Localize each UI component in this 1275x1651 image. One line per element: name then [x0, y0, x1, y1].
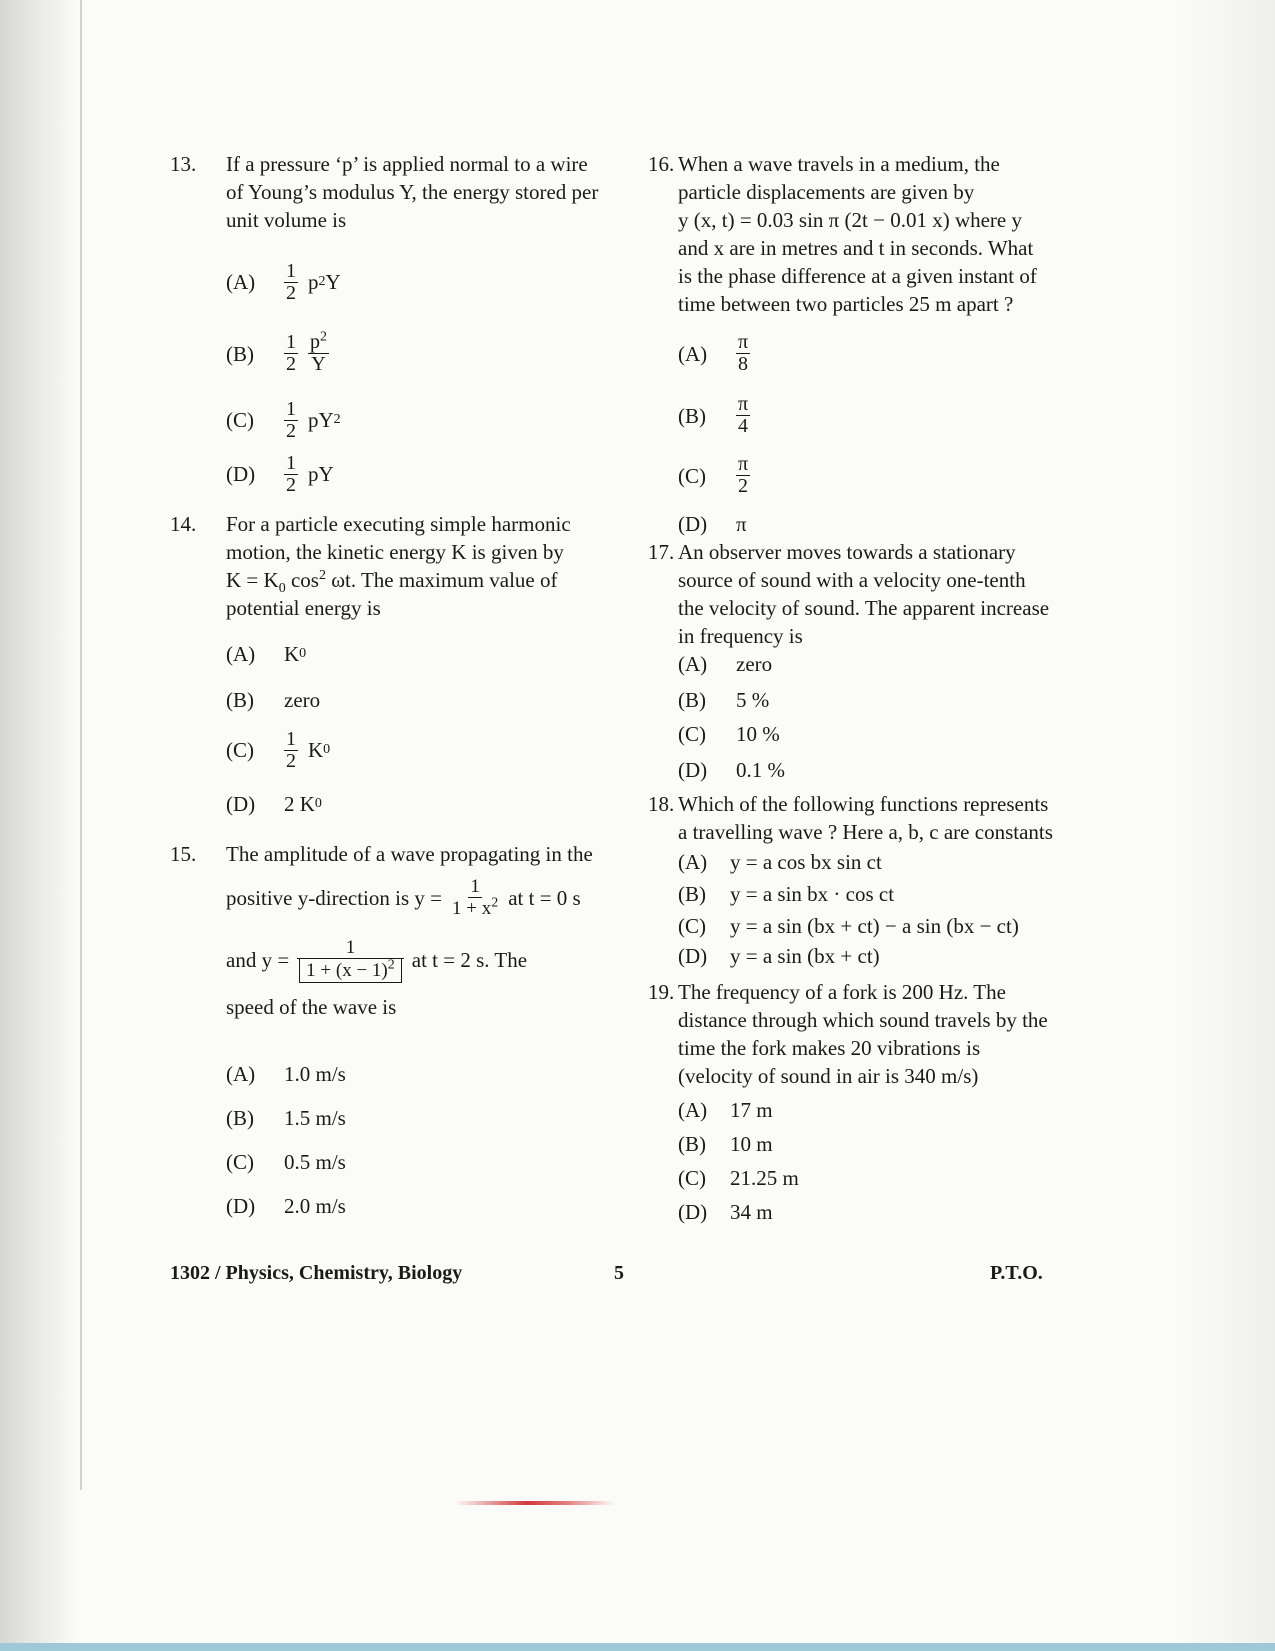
term: zero	[284, 688, 321, 712]
denominator: 2	[286, 281, 296, 304]
numerator: 1	[286, 451, 296, 474]
option-value	[736, 328, 760, 378]
option-d	[226, 784, 586, 824]
option-value	[736, 450, 760, 500]
question-number: 19.	[648, 980, 675, 1004]
option-label: (A)	[678, 850, 708, 874]
option-value	[730, 1192, 773, 1232]
option-value: $\frac{1}{2}$ p 2 Y	[286, 259, 341, 304]
please-turn-over: P.T.O.	[990, 1262, 1043, 1284]
page-edge-shadow	[1179, 0, 1275, 1651]
term: pY	[308, 408, 334, 432]
option-b	[226, 1098, 586, 1138]
question-line: distance through which sound travels by the	[678, 1008, 1048, 1032]
numerator: π	[738, 392, 749, 415]
term: 2 K	[284, 792, 315, 816]
question-line: speed of the wave is	[226, 995, 397, 1019]
question-number: 18.	[648, 792, 675, 816]
option-d	[226, 1186, 586, 1226]
red-ink-mark	[455, 1501, 615, 1505]
option-label: (B)	[226, 342, 254, 366]
question-line: and x are in metres and t in seconds. What	[678, 236, 1034, 260]
term: y = a sin bx · cos ct	[730, 882, 895, 906]
term: 34 m	[730, 1200, 773, 1224]
numerator: 1	[345, 937, 356, 958]
term: π	[736, 512, 747, 536]
term: p	[308, 270, 319, 294]
bracket	[299, 959, 402, 983]
option-a	[678, 328, 1038, 378]
option-label: (B)	[226, 688, 254, 712]
option-value	[284, 680, 320, 720]
numerator: 1	[286, 727, 296, 750]
term: K	[284, 642, 300, 666]
question-line: source of sound with a velocity one-tenth	[678, 568, 1026, 592]
question-line: When a wave travels in a medium, the	[678, 152, 1000, 176]
option-label: (D)	[226, 462, 256, 486]
option-label: (A)	[226, 1062, 256, 1086]
numerator: 1	[286, 330, 296, 353]
option-label: (C)	[226, 1150, 254, 1174]
question-line: time between two particles 25 m apart ?	[678, 292, 1014, 316]
fraction	[736, 394, 750, 437]
denominator: 2	[286, 749, 296, 772]
denominator: 8	[738, 352, 749, 375]
question-text	[678, 978, 1090, 1090]
question-line: is the phase difference at a given instant of	[678, 264, 1037, 288]
denominator	[450, 895, 500, 919]
option-label: (A)	[678, 652, 708, 676]
numerator: π	[738, 330, 749, 353]
option-a	[226, 634, 586, 674]
formula-term: cos	[285, 568, 319, 592]
denominator: 2	[286, 352, 296, 375]
question-text	[226, 150, 606, 234]
term: 10 m	[730, 1132, 773, 1156]
question-text	[226, 840, 606, 1021]
option-label: (D)	[678, 512, 708, 536]
term: p	[310, 330, 320, 353]
option-label: (B)	[678, 1132, 706, 1156]
question-text	[678, 150, 1090, 318]
formula-term: ωt. The maximum value of	[325, 568, 558, 592]
numerator: 1	[470, 876, 480, 897]
question-number: 14.	[170, 512, 197, 536]
numerator	[308, 328, 329, 354]
option-label: (B)	[678, 882, 706, 906]
term: zero	[736, 652, 773, 676]
fraction	[284, 332, 298, 375]
option-value	[284, 1142, 346, 1182]
option-label: (C)	[226, 738, 254, 762]
question-text	[678, 538, 1090, 650]
question-number: 15.	[170, 842, 197, 866]
denominator	[297, 958, 404, 983]
formula-term: K = K	[226, 568, 279, 592]
option-value	[736, 750, 785, 790]
numerator: π	[738, 452, 749, 475]
numerator: 1	[286, 259, 296, 282]
question-number: 17.	[648, 540, 675, 564]
option-value: $\frac{1}{2}$ K 0	[286, 727, 331, 772]
question-line: The frequency of a fork is 200 Hz. The	[678, 980, 1006, 1004]
exponent: 2	[491, 895, 499, 911]
option-a	[226, 259, 586, 304]
numerator: 1	[286, 397, 296, 420]
question-line: unit volume is	[226, 208, 347, 232]
question-line: of Young’s modulus Y, the energy stored per	[226, 180, 599, 204]
question-line: An observer moves towards a stationary	[678, 540, 1016, 564]
question-line: potential energy is	[226, 596, 381, 620]
option-value	[736, 714, 780, 754]
option-d	[678, 1192, 1038, 1232]
option-c	[678, 450, 1038, 500]
subscript: 0	[278, 581, 286, 597]
denominator: 2	[286, 473, 296, 496]
question-line: in frequency is	[678, 624, 803, 648]
question-line: particle displacements are given by	[678, 180, 975, 204]
fraction	[284, 261, 298, 304]
page-number: 5	[614, 1262, 624, 1284]
fraction	[284, 729, 298, 772]
term: y = a sin (bx + ct) − a sin (bx − ct)	[730, 914, 1019, 938]
question-line: a travelling wave ? Here a, b, c are constants	[678, 820, 1053, 844]
term: 2.0 m/s	[284, 1194, 346, 1218]
term: 17 m	[730, 1098, 773, 1122]
question-text	[226, 510, 606, 622]
option-c	[678, 714, 1038, 754]
option-label: (A)	[678, 1098, 708, 1122]
exponent: 2	[320, 328, 327, 344]
denominator: 4	[738, 414, 749, 437]
question-line	[226, 566, 606, 597]
option-b	[678, 390, 1038, 440]
option-label: (C)	[226, 408, 254, 432]
exponent: 2	[387, 957, 395, 973]
option-value: 2 K 0	[284, 792, 322, 816]
option-value	[284, 1098, 346, 1138]
option-c	[226, 727, 586, 772]
question-line: If a pressure ‘p’ is applied normal to a wire	[226, 152, 588, 176]
term: 0.5 m/s	[284, 1150, 346, 1174]
option-value: $\frac{1}{2}$ pY 2	[286, 397, 341, 442]
term: Y	[325, 270, 341, 294]
option-d	[678, 750, 1038, 790]
binding-shadow	[0, 0, 80, 1651]
term: 10 %	[736, 722, 780, 746]
option-label: (C)	[678, 722, 706, 746]
formula-term: positive y-direction is y =	[226, 885, 442, 910]
option-label: (D)	[678, 758, 708, 782]
option-value	[736, 644, 772, 684]
term: 1 + (x − 1)	[306, 960, 388, 981]
fraction	[736, 454, 750, 497]
question-number: 16.	[648, 152, 675, 176]
fraction	[450, 876, 500, 919]
question-line: the velocity of sound. The apparent increase	[678, 596, 1050, 620]
fraction	[297, 937, 404, 983]
formula-term: at t = 0 s	[508, 885, 581, 910]
option-value	[284, 1186, 346, 1226]
question-line: (velocity of sound in air is 340 m/s)	[678, 1064, 979, 1088]
term: 5 %	[736, 688, 770, 712]
option-value	[730, 936, 880, 976]
option-label: (B)	[678, 688, 706, 712]
option-label: (B)	[226, 1106, 254, 1130]
option-label: (A)	[226, 270, 256, 294]
question-line: The amplitude of a wave propagating in the	[226, 842, 593, 866]
option-c	[226, 397, 586, 442]
option-label: (A)	[226, 642, 256, 666]
fraction	[284, 399, 298, 442]
term: 1 + x	[451, 898, 492, 919]
paper-code: 1302 / Physics, Chemistry, Biology	[170, 1262, 463, 1284]
question-number: 13.	[170, 152, 197, 176]
term: y = a cos bx sin ct	[730, 850, 882, 874]
option-a	[678, 644, 1038, 684]
option-c	[226, 1142, 586, 1182]
fraction	[736, 332, 750, 375]
option-b	[226, 328, 586, 378]
question-line: Which of the following functions represents	[678, 792, 1049, 816]
question-line	[226, 937, 606, 983]
question-line	[226, 876, 606, 919]
option-label: (D)	[678, 944, 708, 968]
option-d	[678, 936, 1098, 976]
term: 1.0 m/s	[284, 1062, 346, 1086]
option-label: (D)	[226, 1194, 256, 1218]
denominator: 2	[738, 474, 749, 497]
option-b	[226, 680, 586, 720]
formula-term: and y =	[226, 948, 290, 972]
denominator: 2	[286, 419, 296, 442]
option-value	[736, 390, 760, 440]
question-line: For a particle executing simple harmonic	[226, 512, 571, 536]
option-label: (C)	[678, 914, 706, 938]
option-value	[284, 451, 334, 496]
term: pY	[308, 462, 334, 486]
option-label: (D)	[678, 1200, 708, 1224]
term: 1.5 m/s	[284, 1106, 346, 1130]
binding-edge-line	[80, 0, 82, 1490]
option-a	[226, 1054, 586, 1094]
question-line: y (x, t) = 0.03 sin π (2t − 0.01 x) where y	[678, 208, 1022, 232]
option-value	[284, 1054, 346, 1094]
option-label: (A)	[678, 342, 708, 366]
term: 21.25 m	[730, 1166, 799, 1190]
option-label: (D)	[226, 792, 256, 816]
exponent: 2	[318, 568, 326, 583]
option-d	[226, 451, 586, 496]
option-label: (B)	[678, 404, 706, 428]
question-text	[678, 790, 1090, 846]
option-label: (C)	[678, 464, 706, 488]
denominator: Y	[311, 352, 326, 375]
formula-term: at t = 2 s. The	[411, 948, 528, 972]
term: K	[308, 738, 324, 762]
option-label: (C)	[678, 1166, 706, 1190]
fraction	[284, 453, 298, 496]
term: 0.1 %	[736, 758, 785, 782]
option-value	[284, 328, 339, 378]
question-line: motion, the kinetic energy K is given by	[226, 540, 564, 564]
fraction	[308, 328, 329, 375]
scan-edge-strip	[0, 1643, 1275, 1651]
term: y = a sin (bx + ct)	[730, 944, 880, 968]
question-line: time the fork makes 20 vibrations is	[678, 1036, 981, 1060]
option-value: K 0	[284, 642, 307, 666]
